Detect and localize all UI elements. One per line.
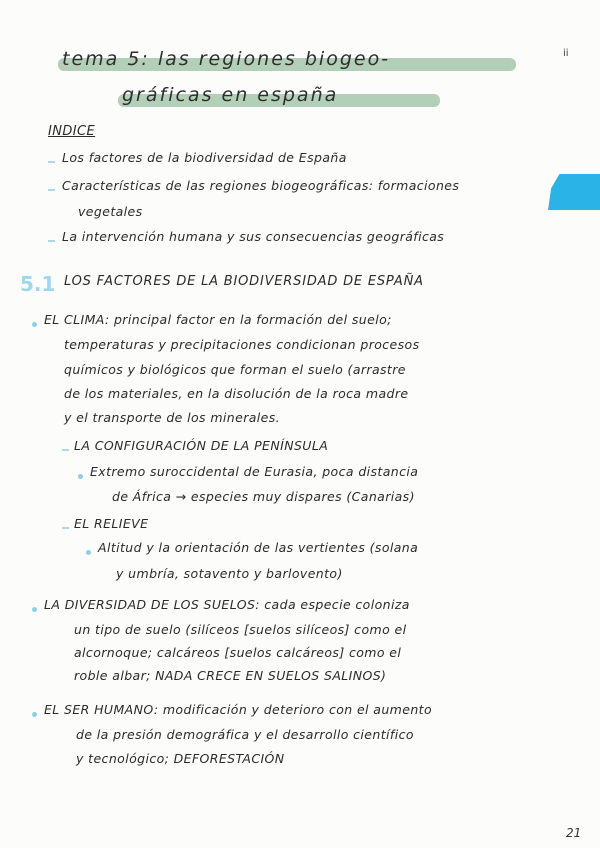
index-item: La intervención humana y sus consecuencias geográficas [62, 229, 445, 244]
body-line: EL RELIEVE [74, 516, 149, 531]
page-title-line2: gráficas en españa [122, 84, 339, 106]
body-line: Altitud y la orientación de las vertientes (solana [98, 540, 419, 555]
section-number: 5.1 [20, 272, 56, 296]
body-line: EL CLIMA: principal factor en la formación del suelo; [44, 312, 392, 327]
body-line: de la presión demográfica y el desarrollo científico [76, 727, 414, 742]
bullet-dot [86, 550, 91, 555]
body-line: de África → especies muy dispares (Canarias) [112, 489, 415, 504]
index-item: Los factores de la biodiversidad de España [62, 150, 347, 165]
sub-bullet [62, 527, 69, 529]
body-line: LA CONFIGURACIÓN DE LA PENÍNSULA [74, 438, 329, 453]
body-line: y el transporte de los minerales. [64, 410, 281, 425]
highlighter-mark [548, 174, 600, 210]
body-line: de los materiales, en la disolución de la roca madre [64, 386, 409, 401]
body-line: LA DIVERSIDAD DE LOS SUELOS: cada especie coloniza [44, 597, 410, 612]
body-line: roble albar; NADA CRECE EN SUELOS SALINOS) [74, 668, 387, 683]
body-line: y tecnológico; DEFORESTACIÓN [76, 751, 285, 766]
body-line: químicos y biológicos que forman el suelo (arrastre [64, 362, 406, 377]
bullet-dot [32, 712, 37, 717]
body-line: EL SER HUMANO: modificación y deterioro con el aumento [44, 702, 433, 717]
body-line: Extremo suroccidental de Eurasia, poca distancia [90, 464, 419, 479]
body-line: un tipo de suelo (silíceos [suelos silíceos] como el [74, 622, 407, 637]
body-line: temperaturas y precipitaciones condicionan procesos [64, 337, 420, 352]
index-item: Características de las regiones biogeográficas: formaciones [62, 178, 460, 193]
index-bullet [48, 240, 55, 242]
bullet-dot [32, 322, 37, 327]
page-number: 21 [566, 826, 582, 840]
body-line: alcornoque; calcáreos [suelos calcáreos] como el [74, 645, 402, 660]
index-bullet [48, 161, 55, 163]
section-heading: LOS FACTORES DE LA BIODIVERSIDAD DE ESPAÑA [64, 274, 424, 289]
bullet-dot [78, 474, 83, 479]
body-line: y umbría, sotavento y barlovento) [116, 566, 343, 581]
index-item: vegetales [78, 204, 143, 219]
corner-mark: ii [563, 48, 569, 59]
page-title-line1: tema 5: las regiones biogeo- [62, 48, 391, 70]
index-bullet [48, 189, 55, 191]
index-heading: INDICE [48, 124, 96, 139]
sub-bullet [62, 449, 69, 451]
bullet-dot [32, 607, 37, 612]
